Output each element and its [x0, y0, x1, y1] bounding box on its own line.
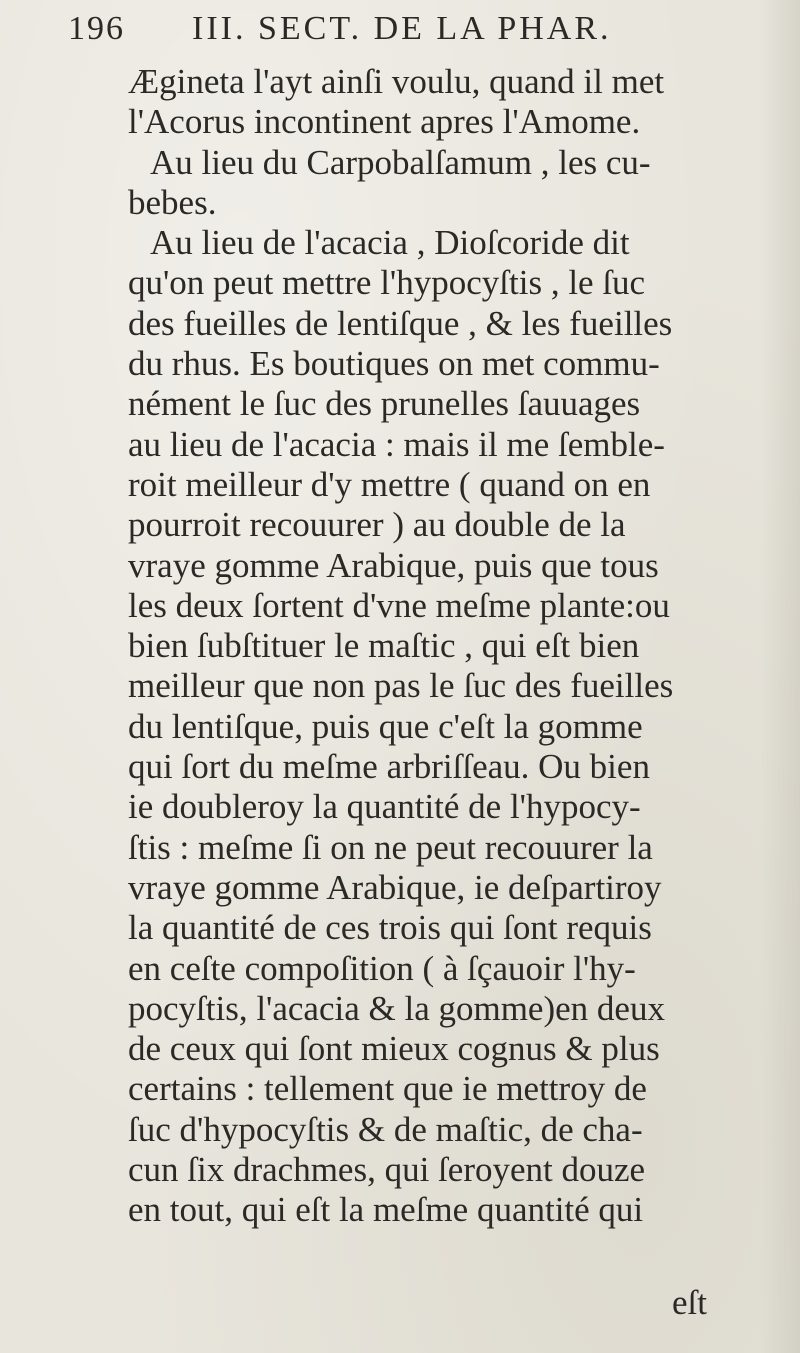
text-line: l'Acorus incontinent apres l'Amome.: [128, 102, 641, 142]
text-line: roit meilleur d'y mettre ( quand on en: [128, 464, 651, 504]
text-line: bien ſubſtituer le maſtic , qui eſt bien: [128, 626, 640, 666]
page-header: [68, 10, 768, 70]
text-line: pocyſtis, l'acacia & la gomme)en deux: [128, 988, 665, 1028]
text-line: du rhus. Es boutiques on met commu-: [128, 344, 660, 384]
text-line: les deux ſortent d'vne meſme plante:ou: [128, 585, 670, 625]
text-line: bebes.: [128, 182, 217, 222]
text-line: Au lieu du Carpobalſamum , les cu-: [150, 142, 651, 182]
text-line: des fueilles de lentiſque , & les fueilles: [128, 303, 673, 343]
text-line: ie doubleroy la quantité de l'hypocy-: [128, 787, 641, 827]
text-line: meilleur que non pas le ſuc des fueilles: [128, 666, 674, 706]
page-number: 196: [68, 10, 125, 47]
text-line: vraye gomme Arabique, puis que tous: [128, 545, 659, 585]
text-line: de ceux qui ſont mieux cognus & plus: [128, 1029, 660, 1069]
text-line: au lieu de l'acacia : mais il me ſemble-: [128, 424, 665, 464]
text-line: nément le ſuc des prunelles ſauuages: [128, 384, 641, 424]
text-line: Au lieu de l'acacia , Dioſcoride dit: [150, 223, 630, 263]
text-line: pourroit recouurer ) au double de la: [128, 505, 626, 545]
running-head: III. SECT. DE LA PHAR.: [192, 10, 612, 47]
text-line: ſuc d'hypocyſtis & de maſtic, de cha-: [128, 1109, 643, 1149]
text-line: la quantité de ces trois qui ſont requis: [128, 908, 652, 948]
text-line: Ægineta l'ayt ainſi voulu, quand il met: [128, 62, 665, 101]
text-line: vraye gomme Arabique, ie deſpartiroy: [128, 867, 662, 907]
catchword: eſt: [672, 1283, 707, 1322]
text-line: du lentiſque, puis que c'eſt la gomme: [128, 706, 643, 746]
text-line: en ceſte compoſition ( à ſçauoir l'hy-: [128, 948, 636, 988]
body-text: [128, 62, 768, 1231]
text-line: cun ſix drachmes, qui ſeroyent douze: [128, 1150, 646, 1190]
text-line: ſtis : meſme ſi on ne peut recouurer la: [128, 827, 653, 867]
text-line: en tout, qui eſt la meſme quantité qui: [128, 1190, 644, 1230]
text-line: qu'on peut mettre l'hypocyſtis , le ſuc: [128, 263, 646, 303]
text-line: certains : tellement que ie mettroy de: [128, 1069, 647, 1109]
text-line: qui ſort du meſme arbriſſeau. Ou bien: [128, 747, 650, 787]
